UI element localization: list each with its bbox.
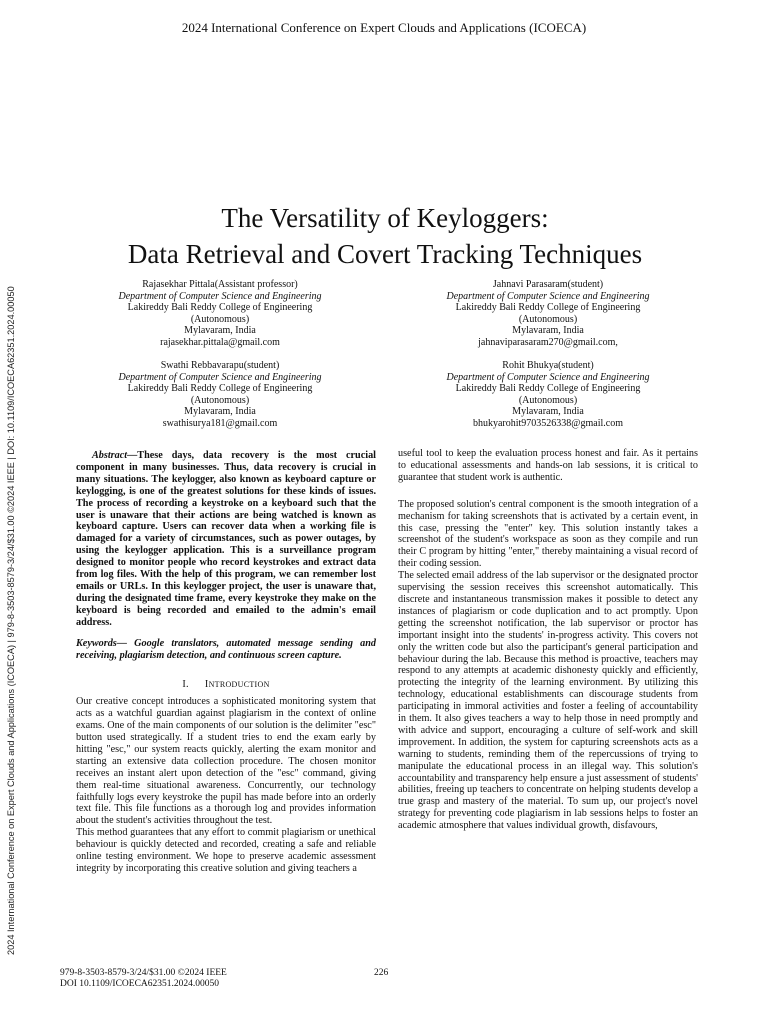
body-paragraph: The selected email address of the lab supervisor or the designated proctor supervising the session receives this screenshot automatically. This discrete and instantaneous transmission makes it possible to detect any instances of plagiarism or code duplication and to act promptly. Upon getting the screenshot notification, the lab supervisor or proctor has important insight into the students' in-progress activity. This covers not only the written code but also the participant's general participation and behaviour during the lab. Because this method is proactive, teachers may respond to any attempts at academic dishonesty quickly and efficiently, protecting the integrity of the learning environment. By utilizing this technology, educational establishments can discourage students from participating in immoral activities and foster a feeling of accountability in them. It also gives teachers a way to help those in need promptly and with advice and support, encouraging a culture of self-work and skill improvement. In addition, the system for capturing screenshots acts as a warning to students, reminding them of the repercussions of trying to manipulate the educational process in an illegal way. This solution's accountability and transparency help ensure a just assessment of students' abilities, freeing up teachers to concentrate on helping students develop a true grasp and mastery of the material. To sum up, our project's novel strategy for preventing code plagiarism in lab sessions helps to foster an academic atmosphere that values individual growth, disfavours,: [398, 570, 698, 832]
author-dept: Department of Computer Science and Engineering: [118, 290, 322, 302]
author-dept: Department of Computer Science and Engineering: [446, 290, 650, 302]
section-heading-introduction: [76, 679, 376, 691]
body-paragraph: Our creative concept introduces a sophisticated monitoring system that acts as a watchful guardian against plagiarism in the context of online exams. One of the main components of our solution is the delimiter "esc" button used strategically. If a student tries to end the exam early by hitting "esc," our system reacts quickly, alerting the exam monitor and starting an extensive data collection procedure. The chosen monitor receives an instant alert upon detection of the "esc" command, giving them real-time situational awareness. Concurrently, our technology faithfully logs every keystroke the pupil has made before into an orderly text file. This file functions as a thorough log and provides information about the student's activities throughout the test.: [76, 696, 376, 827]
author-name: Jahnavi Parasaram(student): [492, 279, 604, 290]
title-line-2: Data Retrieval and Covert Tracking Techniques: [127, 239, 643, 269]
author-dept: Department of Computer Science and Engineering: [446, 371, 650, 383]
side-doi-strip: 2024 International Conference on Expert Clouds and Applications (ICOECA) | 979-8-3503-8579-3/24/$31.00 ©2024 IEEE | DOI: 10.1109/ICOECA62351.2024.00050: [6, 286, 16, 955]
keywords: Keywords— Google translators, automated message sending and receiving, plagiarism detection, and continuous screen capture.: [76, 637, 376, 661]
author-email: bhukyarohit9703526338@gmail.com: [472, 417, 624, 429]
author-status: (Autonomous): [190, 394, 250, 406]
author-city: Mylavaram, India: [184, 406, 256, 418]
author-name: Swathi Rebbavarapu(student): [160, 360, 280, 371]
footer-doi: DOI 10.1109/ICOECA62351.2024.00050: [60, 979, 220, 989]
author-status: (Autonomous): [190, 313, 250, 325]
right-column: [398, 448, 698, 832]
author-college: Lakireddy Bali Reddy College of Engineering: [127, 302, 313, 314]
abstract-text: These days, data recovery is the most crucial component in many businesses. Thus, data recovery is crucial in many situations. The keylogger, also known as keyboard capture or keylogging, is one of the greatest solutions for these kinds of issues. The process of recording a keystroke on a keyboard such that the user is unaware that their actions are being watched is known as keyboard capture. Users can recover data when a working file is damaged for a variety of circumstances, such as power outages, by using the keylogger application. This is a surveillance program designed to monitor people who record keystrokes and extract data from log files. With the help of this program, we can remember lost emails or URLs. In this keylogger project, the user is unaware that, during the designated time frame, every keystroke they make on the keyboard is being recorded and emailed to the admin's email address.: [76, 450, 376, 628]
left-column: [76, 450, 376, 875]
author-status: (Autonomous): [518, 313, 578, 325]
author-city: Mylavaram, India: [184, 325, 256, 337]
abstract: [76, 450, 376, 629]
author-block-1: [80, 279, 360, 349]
author-email: jahnaviparasaram270@gmail.com,: [478, 336, 618, 348]
author-city: Mylavaram, India: [512, 406, 584, 418]
paper-title: [60, 200, 710, 272]
author-block-3: [80, 360, 360, 430]
author-email: swathisurya181@gmail.com: [162, 417, 278, 429]
page-number: 226: [374, 968, 389, 978]
author-college: Lakireddy Bali Reddy College of Engineering: [455, 302, 641, 314]
footer-isbn: 979-8-3503-8579-3/24/$31.00 ©2024 IEEE: [60, 968, 227, 978]
section-title-rest: NTRODUCTION: [208, 680, 270, 690]
section-number: I.: [182, 679, 189, 691]
author-college: Lakireddy Bali Reddy College of Engineering: [127, 383, 313, 395]
body-paragraph: The proposed solution's central component is the smooth integration of a mechanism for taking screenshots that is activated by a certain event, in this case, pressing the "enter" key. This solution instantly takes a screenshot of the student's workspace as soon as they compile and run their C program by hitting "enter," thereby maintaining a visual record of their coding session.: [398, 498, 698, 570]
section-title-initial: I: [204, 679, 209, 691]
author-block-2: [408, 279, 688, 349]
author-status: (Autonomous): [518, 394, 578, 406]
title-line-1: The Versatility of Keyloggers:: [221, 203, 549, 233]
author-name: Rajasekhar Pittala(Assistant professor): [142, 279, 298, 290]
abstract-lead: Abstract—: [92, 450, 138, 461]
author-dept: Department of Computer Science and Engineering: [118, 371, 322, 383]
author-name: Rohit Bhukya(student): [502, 360, 594, 371]
author-city: Mylavaram, India: [512, 325, 584, 337]
author-block-4: [408, 360, 688, 430]
conference-header: 2024 International Conference on Expert Clouds and Applications (ICOECA): [181, 20, 587, 35]
author-college: Lakireddy Bali Reddy College of Engineering: [455, 383, 641, 395]
footer-copyright: [60, 968, 227, 990]
body-paragraph: useful tool to keep the evaluation process honest and fair. As it pertains to educational assessments and hands-on lab sessions, it is critical to guarantee that student work is authentic.: [398, 448, 698, 483]
author-email: rajasekhar.pittala@gmail.com: [160, 336, 280, 348]
body-paragraph: This method guarantees that any effort to commit plagiarism or unethical behaviour is quickly detected and recorded, creating a safe and reliable online testing environment. We hope to preserve academic assessment integrity by incorporating this creative solution and giving teachers a: [76, 827, 376, 874]
